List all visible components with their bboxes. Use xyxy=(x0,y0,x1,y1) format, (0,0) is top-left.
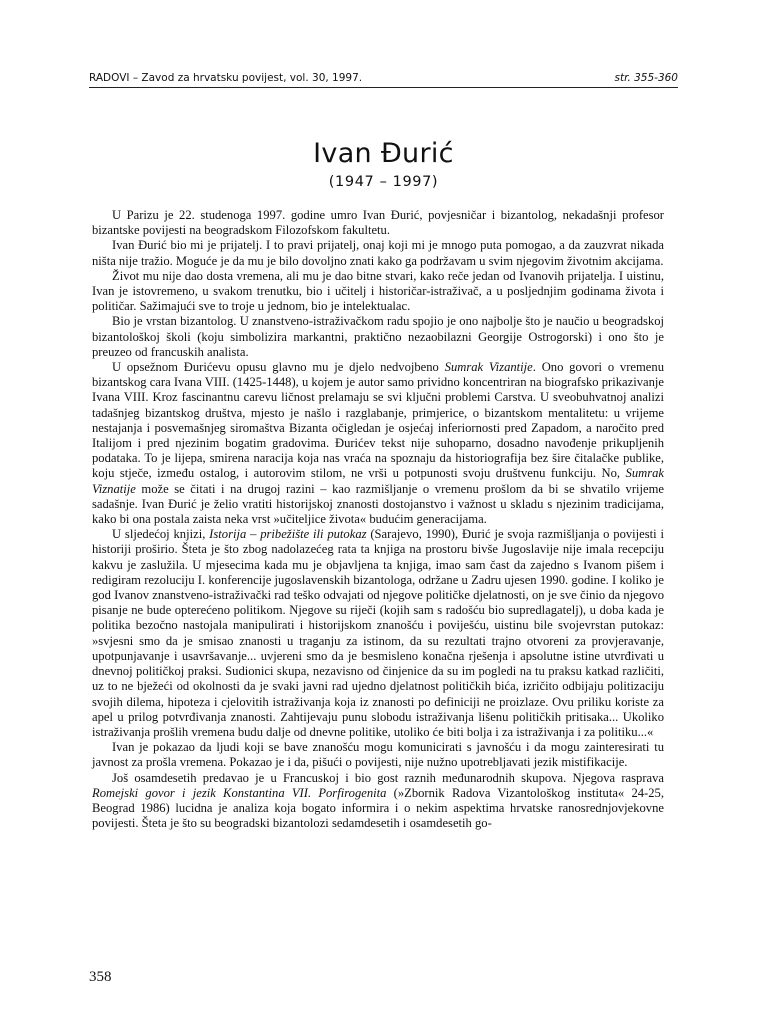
italic-title: Istorija – pribežište ili putokaz xyxy=(209,527,367,542)
page-number: 358 xyxy=(89,969,112,985)
text-run: (Sarajevo, 1990), Đurić je svoja razmišljanja o povijesti i historiji proširio. Šteta je što zbog nadolazećeg rata ta knjiga na prostoru bivše Jugoslavije nije imala recepciju kakvu je zaslužila. U mjesecima kada mu je objavljena ta knjiga, imao sam čast da zajedno s Ivanom pišem i redigiram rezoluciju I. konferencije jugoslavenskih bizantologa, održane u Zadru ujesen 1990. godine. I koliko je god Ivanov znanstveno-istraživački rad teško odvajati od njegove političke djelatnosti, on je sve činio da njegovo pisanje ne bude opterećeno politikom. Njegove su riječi (kojih sam s radošću bio supredlagatelj), u doba kada je politika bezočno nastojala manipulirati i historijskom znanošću i poviješću, uistinu bile svojevrstan putokaz: »svjesni smo da je smisao znanosti u traganju za istinom, da su rezultati trajno otvoreni za provjeravanje, upotpunjavanje i usavršavanje... uvjereni smo da je besmisleno konačna rješenja i apsolutne istine utvrđivati u dnevnoj političkoj praksi. Sudionici skupa, nezavisno od činjenice da su im pogledi na tu praksu katkad različiti, uz to ne bježeći od okolnosti da je svaki javni rad ujedno djelatnost političkih bića, izričito odbijaju politizaciju svojih dilema, hipoteza i cjelovitih istraživanja koja iz znanosti po definiciji ne proizlaze. Ovu priliku koriste za apel u prilog potvrđivanja znanosti. Zahtijevaju punu slobodu istraživanja lišenu političkih pritisaka... Ukoliko istraživanja prošlih vremena budu dalje od dnevne politike, utoliko će biti bolja i za istraživanja i za politiku...« xyxy=(92,527,664,739)
page-range: str. 355-360 xyxy=(614,72,678,84)
text-run: (»Zbornik Radova Vizantološkog instituta« 24-25, Beograd 1986) lucidna je analiza koja bogato informira i o nekim aspektima hrvatske ranosrednjovjekovne povijesti. Šteta je što su beogradski bizantolozi sedamdesetih i osamdesetih go- xyxy=(92,785,664,831)
article-dates: (1947 – 1997) xyxy=(328,174,439,190)
text-run: Ivan je pokazao da ljudi koji se bave znanošću mogu komunicirati s javnošću i da mogu zainteresirati tu javnost za prošla vremena. Pokazao je i da, pišući o povijesti, nije nužno upotrebljavati jezik mistifikacije. xyxy=(92,740,664,770)
italic-title: Sumrak Viznatije xyxy=(92,466,664,496)
text-run: Bio je vrstan bizantolog. U znanstveno-istraživačkom radu spojio je ono najbolje što je naučio u beogradskoj bizantološkoj školi (koju simbolizira markantni, praktično nezaobilazni Georgije Ostrogorski) i ono što je preuzeo od francuskih analista. xyxy=(92,314,664,359)
text-run: U Parizu je 22. studenoga 1997. godine umro Ivan Đurić, povjesničar i bizantolog, nekadašnji profesor bizantske povijesti na beogradskom Filozofskom fakultetu. xyxy=(92,208,664,238)
text-run: može se čitati i na drugoj razini – kao razmišljanje o vremenu prošlom da bi se shvatilo vrijeme sadašnje. Ivan Đurić je želio vratiti historijskoj znanosti dostojanstvo i važnost u skladu s njezinim tradicijama, kako bi ona postala zaista neka vrst »učiteljice života« budućim generacijama. xyxy=(92,481,664,527)
article-body xyxy=(92,208,664,831)
text-run: Ivan Đurić bio mi je prijatelj. I to pravi prijatelj, onaj koji mi je mnogo puta pomogao, a da zauzvrat nikada ništa nije tražio. Moguće je da mu je bilo dovoljno znati kako ga podržavam u svim njegovim životnim akcijama. xyxy=(92,238,664,268)
body-paragraph xyxy=(92,269,664,315)
body-paragraph xyxy=(92,314,664,360)
article-title: Ivan Đurić xyxy=(313,138,454,169)
italic-title: Sumrak Vizantije xyxy=(444,360,533,375)
body-paragraph xyxy=(92,771,664,832)
text-run: . Ono govori o vremenu bizantskog cara Ivana VIII. (1425-1448), u kojem je autor samo prividno koncentriran na biografsko prikazivanje Ivana VIII. Kroz fascinantnu carevu ličnost prelamaju se svi ključni problemi Carstva. U sveobuhvatnoj analizi tadašnjeg bizantskog društva, mjesto je našlo i razglabanje, primjerice, o bizantskom mentalitetu: u vrijeme nestajanja i posvemašnjeg siromaštva Bizanta očigledan je osjećaj inferiornosti pred Zapadom, a naročito pred Italijom i pred njezinim bogatim gradovima. Đurićev tekst nije suhoparno, dosadno navođenje prikupljenih podataka. To je lijepa, smirena naracija koja nas vraća na spoznaju da historiografija bez šire čitalačke publike, koju stječe, između ostalog, i autorovim stilom, ne vrši u potpunosti svoju društvenu funkciju. No, xyxy=(92,360,664,481)
body-paragraph xyxy=(92,527,664,740)
text-run: U opsežnom Đurićevu opusu glavno mu je djelo nedvojbeno xyxy=(112,360,445,375)
text-run: U sljedećoj knjizi, xyxy=(112,527,210,542)
body-paragraph xyxy=(92,360,664,527)
running-header xyxy=(89,71,678,88)
text-run: Život mu nije dao dosta vremena, ali mu je dao bitne stvari, kako reče jedan od Ivanovih prijatelja. I uistinu, Ivan je istovremeno, u svakom trenutku, bio i učitelj i historičar-istraživač, a u posljednjim godinama života i političar. Sažimajući sve to troje u jednom, bio je intelektualac. xyxy=(92,268,664,314)
body-paragraph xyxy=(92,238,664,268)
journal-citation: RADOVI – Zavod za hrvatsku povijest, vol. 30, 1997. xyxy=(89,72,363,84)
body-paragraph xyxy=(92,208,664,238)
italic-title: Romejski govor i jezik Konstantina VII. Porfirogenita xyxy=(92,785,387,800)
body-paragraph xyxy=(92,740,664,770)
text-run: Još osamdesetih predavao je u Francuskoj i bio gost raznih međunarodnih skupova. Njegova rasprava xyxy=(112,770,664,785)
